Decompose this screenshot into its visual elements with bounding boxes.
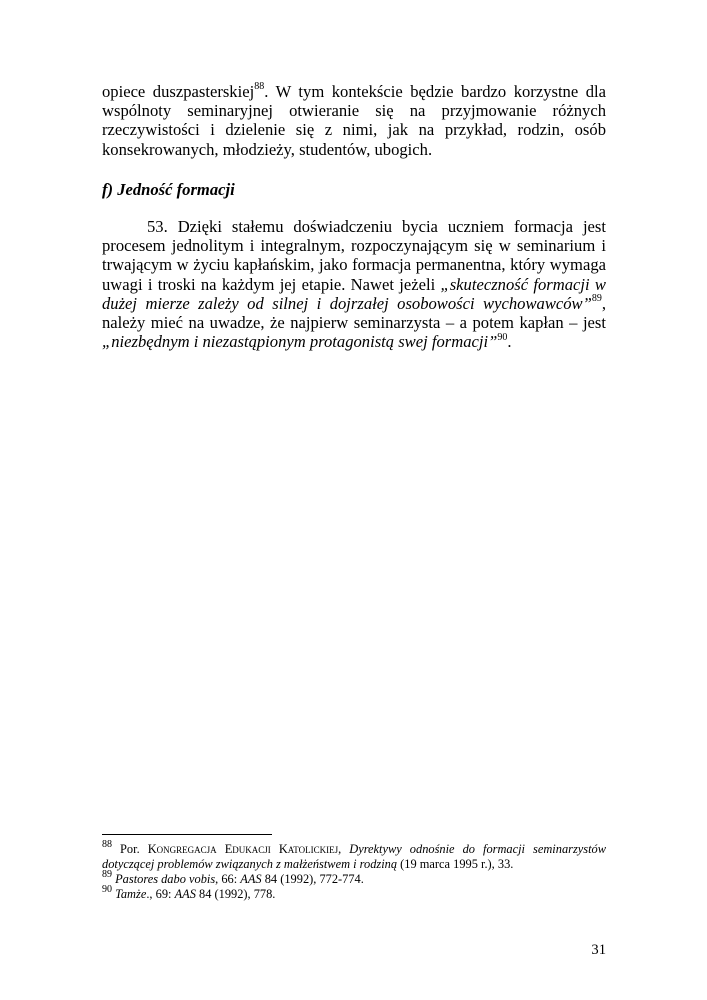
footnote-number: 88: [102, 838, 112, 850]
quotation: „skuteczność formacji w dużej mierze zależy od silnej i dojrzałej osobowości wychowawców”: [102, 274, 606, 313]
paragraph-text: . W tym kontekście będzie bardzo korzystne dla wspólnoty seminaryjnej otwieranie się na przyjmowanie różnych rzeczywistości i dzielenie się z nimi, jak na przykład, rodzin, osób konsekrowanych, młodzieży, studentów, ubogich.: [102, 82, 607, 159]
footnote-number: 89: [102, 868, 112, 880]
footnote-source: AAS: [240, 872, 262, 886]
footnote-text: ,: [338, 842, 350, 856]
paragraph-continuation: [102, 82, 606, 159]
footnote-ref-89[interactable]: 89: [591, 293, 602, 305]
footnote-text: 84 (1992), 778.: [195, 887, 276, 901]
footnote-90: [102, 883, 606, 902]
paragraph-text: .: [507, 332, 512, 352]
footnotes: [102, 838, 607, 902]
footnote-ref-90[interactable]: 90: [497, 331, 508, 343]
footnote-text: (19 marca 1995 r.), 33.: [397, 857, 514, 871]
paragraph-text: 53. Dzięki stałemu doświadczeniu bycia uczniem formacja jest procesem jednolitym i integralnym, rozpoczynającym się w seminarium i trwającym w życiu kapłańskim, jako formacja permanentna, który wymaga uwagi i troski na każdym jej etapie. Nawet jeżeli: [102, 217, 606, 294]
quotation: „niezbędnym i niezastąpionym protagonistą swej formacji”: [102, 332, 498, 352]
footnote-title: Dyrektywy odnośnie do formacji seminarzystów dotyczącej problemów związanych z małżeństwem i rodziną: [102, 842, 607, 871]
footnote-text: ., 69:: [146, 887, 175, 901]
footnote-text: , 66:: [215, 872, 241, 886]
page-number: 31: [591, 942, 606, 958]
footnote-source: AAS: [174, 887, 196, 901]
footnote-89: [102, 868, 606, 887]
footnote-author: Kongregacja Edukacji Katolickiej: [147, 842, 339, 856]
footnote-title: Tamże: [115, 887, 147, 901]
footnote-number: 90: [102, 883, 112, 895]
footnote-88: [102, 838, 607, 872]
section-heading: f) Jedność formacji: [102, 180, 235, 199]
paragraph-53: [102, 217, 606, 351]
footnote-ref-88[interactable]: 88: [254, 81, 265, 93]
paragraph-text: , należy mieć na uwadze, że najpierw seminarzysta – a potem kapłan – jest: [102, 293, 606, 333]
footnote-title: Pastores dabo vobis: [115, 872, 216, 886]
footnote-text: Por.: [112, 842, 148, 856]
footnote-text: 84 (1992), 772-774.: [261, 872, 364, 886]
footnote-divider: [102, 834, 272, 835]
paragraph-text: opiece duszpasterskiej: [102, 82, 255, 101]
